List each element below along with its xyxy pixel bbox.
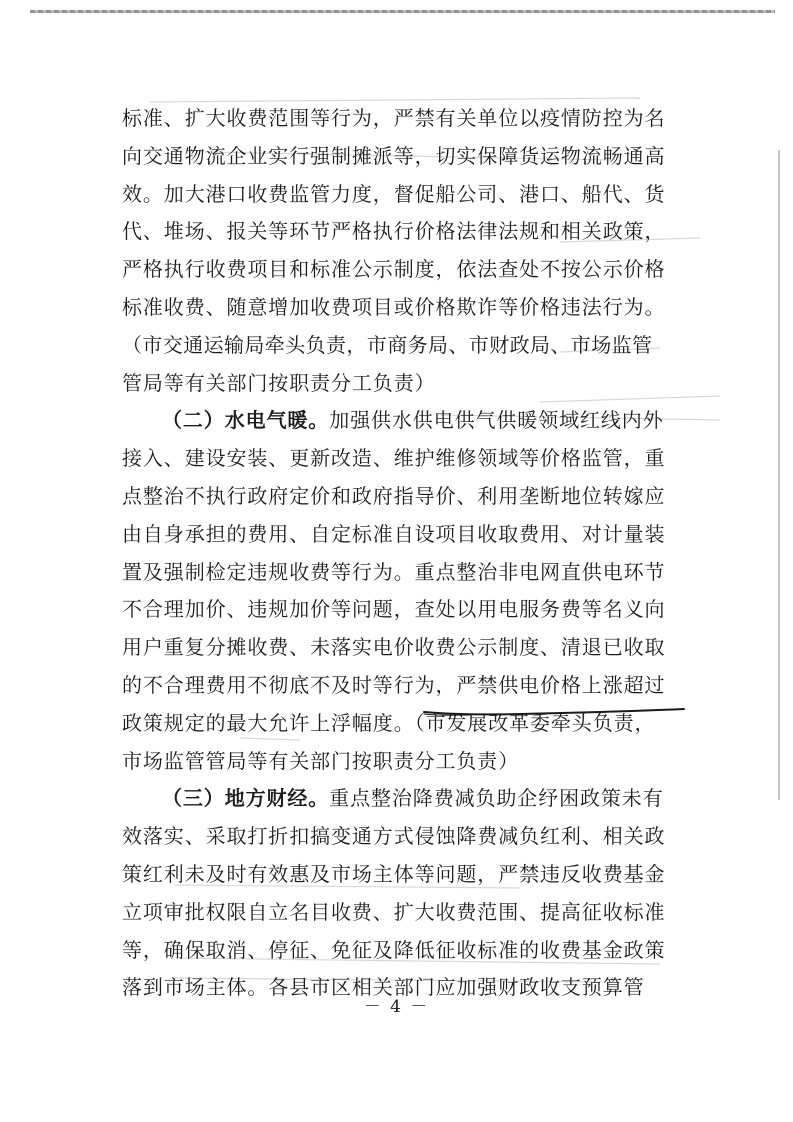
text-line: 用户重复分摊收费、未落实电价收费公示制度、清退已收取 xyxy=(122,635,666,660)
text-line: 管局等有关部门按职责分工负责） xyxy=(122,370,436,395)
text-line: 向交通物流企业实行强制摊派等，切实保障货运物流畅通高 xyxy=(122,143,666,168)
text-line: 效。加大港口收费监管力度，督促船公司、港口、船代、货 xyxy=(122,181,666,206)
text-span: 重点整治降费减负助企纾困政策未有 xyxy=(329,786,664,811)
section-first-line xyxy=(122,780,674,818)
text-line: 代、堆场、报关等环节严格执行价格法律法规和相关政策， xyxy=(122,219,666,244)
text-line: 标准收费、随意增加收费项目或价格欺诈等价格违法行为。 xyxy=(122,294,666,319)
document-body xyxy=(122,100,674,1007)
section-water-electricity-gas-heating xyxy=(122,402,674,780)
text-line: （市交通运输局牵头负责，市商务局、市财政局、市场监管 xyxy=(122,332,653,357)
text-line: 严格执行收费项目和标准公示制度，依法查处不按公示价格 xyxy=(122,257,666,282)
page-number: － 4 － xyxy=(363,997,430,1017)
text-line: 点整治不执行政府定价和政府指导价、利用垄断地位转嫁应 xyxy=(122,483,666,508)
text-line: 不合理加价、违规加价等问题，查处以用电服务费等名义向 xyxy=(122,597,666,622)
text-line: 效落实、采取打折扣搞变通方式侵蚀降费减负红利、相关政 xyxy=(122,824,666,849)
text-line: 置及强制检定违规收费等行为。重点整治非电网直供电环节 xyxy=(122,559,666,584)
scan-edge-top xyxy=(30,10,775,13)
section-local-finance xyxy=(122,780,674,1007)
scan-edge-right xyxy=(778,150,780,800)
text-line: 的不合理费用不彻底不及时等行为，严禁供电价格上涨超过 xyxy=(122,672,666,697)
underlined-responsibility-note: （市发展改革委牵头负责， xyxy=(414,710,656,735)
text-line: 标准、扩大收费范围等行为，严禁有关单位以疫情防控为名 xyxy=(122,106,666,130)
section-heading: （二）水电气暖。 xyxy=(162,408,330,433)
text-span: 加强供水供电供气供暖领域红线内外 xyxy=(329,408,664,433)
section-heading: （三）地方财经。 xyxy=(162,786,330,811)
text-line: 策红利未及时有效惠及市场主体等问题，严禁违反收费基金 xyxy=(122,861,666,886)
text-line: 落到市场主体。各县市区相关部门应加强财政收支预算管 xyxy=(122,975,645,1000)
paragraph-transport xyxy=(122,100,674,402)
text-line: 接入、建设安装、更新改造、维护维修领域等价格监管，重 xyxy=(122,446,666,471)
section-first-line xyxy=(122,402,674,440)
text-line: 立项审批权限自立名目收费、扩大收费范围、提高征收标准 xyxy=(122,899,666,924)
text-line: 市场监管管局等有关部门按职责分工负责） xyxy=(122,748,520,773)
text-line: 等，确保取消、停征、免征及降低征收标准的收费基金政策 xyxy=(122,937,666,962)
text-line: 由自身承担的费用、自定标准自设项目收取费用、对计量装 xyxy=(122,521,666,546)
text-line xyxy=(122,705,674,743)
text-span: 政策规定的最大允许上浮幅度。 xyxy=(122,710,415,735)
